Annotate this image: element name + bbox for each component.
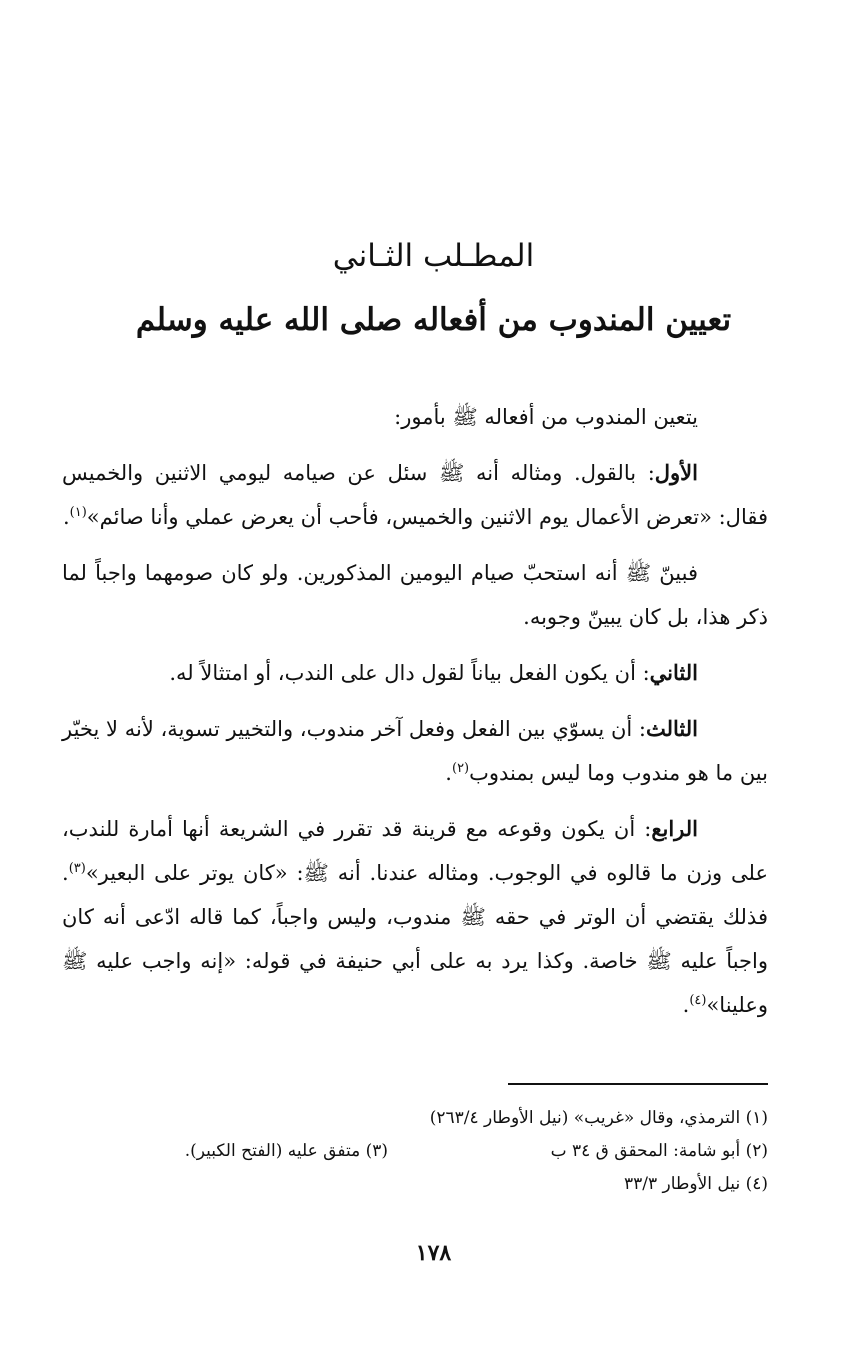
point-end: . — [445, 761, 452, 785]
point-third — [62, 707, 768, 795]
footnote-3: (٣) متفق عليه (الفتح الكبير). — [184, 1141, 388, 1161]
point-lead: الأول — [654, 460, 698, 485]
footnote-4: (٤) نيل الأوطار ٣٣/٣ — [623, 1174, 768, 1194]
footnote-ref[interactable]: (١) — [69, 505, 87, 520]
point-text: فبينّ ﷺ أنه استحبّ صيام اليومين المذكورين. ولو كان صومهما واجباً لما ذكر هذا، بل كان يبينّ وجوبه. — [62, 561, 768, 629]
chapter-heading: تعيين المندوب من أفعاله صلى الله عليه وسلم — [135, 302, 732, 338]
point-lead: الرابع — [651, 816, 698, 841]
footnote-ref[interactable]: (٣) — [68, 861, 86, 876]
footnote-divider — [508, 1083, 768, 1085]
intro-text: يتعين المندوب من أفعاله ﷺ بأمور: — [394, 405, 698, 429]
footnote-ref[interactable]: (٢) — [451, 761, 470, 776]
point-lead: الثاني — [649, 660, 698, 685]
point-first — [62, 451, 768, 539]
point-text: : أن يسوّي بين الفعل وفعل آخر مندوب، والتخيير تسوية، لأنه لا يخيّر بين ما هو مندوب وما ليس بمندوب — [62, 717, 768, 785]
footnote-ref[interactable]: (٤) — [689, 993, 707, 1008]
footnotes — [62, 1102, 768, 1201]
footnote-1: (١) الترمذي، وقال «غريب» (نيل الأوطار ٢٦٣/٤) — [429, 1108, 768, 1128]
point-end: . — [682, 993, 690, 1017]
point-fourth — [62, 807, 768, 1027]
point-text: : بالقول. ومثاله أنه ﷺ سئل عن صيامه ليومي الاثنين والخميس فقال: «تعرض الأعمال يوم الاثنين والخميس، فأحب أن يعرض عملي وأنا صائم» — [62, 461, 768, 529]
point-text: : أن يكون وقوعه مع قرينة قد تقرر في الشريعة أنها أمارة للندب، على وزن ما قالوه في الوجوب. ومثاله عندنا. أنه ﷺ: «كان يوتر على البعير» — [62, 817, 768, 885]
footnote-row — [62, 1168, 768, 1201]
footnote-row — [62, 1102, 768, 1135]
point-text: : أن يكون الفعل بياناً لقول دال على الندب، أو امتثالاً له. — [169, 661, 650, 685]
footnote-row — [62, 1135, 768, 1168]
point-lead: الثالث — [646, 716, 698, 741]
intro-paragraph — [62, 395, 768, 439]
point-second — [62, 651, 768, 695]
point-text-continued: . فذلك يقتضي أن الوتر في حقه ﷺ مندوب، وليس واجباً، كما قاله ادّعى أنه كان واجباً عليه ﷺ خاصة. وكذا يرد به على أبي حنيفة في قوله: «إنه واجب عليه ﷺ وعلينا» — [62, 861, 768, 1017]
page-number: ١٧٨ — [415, 1240, 452, 1266]
section-title: المطـلب الثـاني — [332, 238, 535, 274]
point-end: . — [62, 505, 70, 529]
body-text — [62, 395, 768, 1039]
explanation-paragraph — [62, 551, 768, 639]
footnote-2: (٢) أبو شامة: المحقق ق ٣٤ ب — [550, 1141, 768, 1161]
